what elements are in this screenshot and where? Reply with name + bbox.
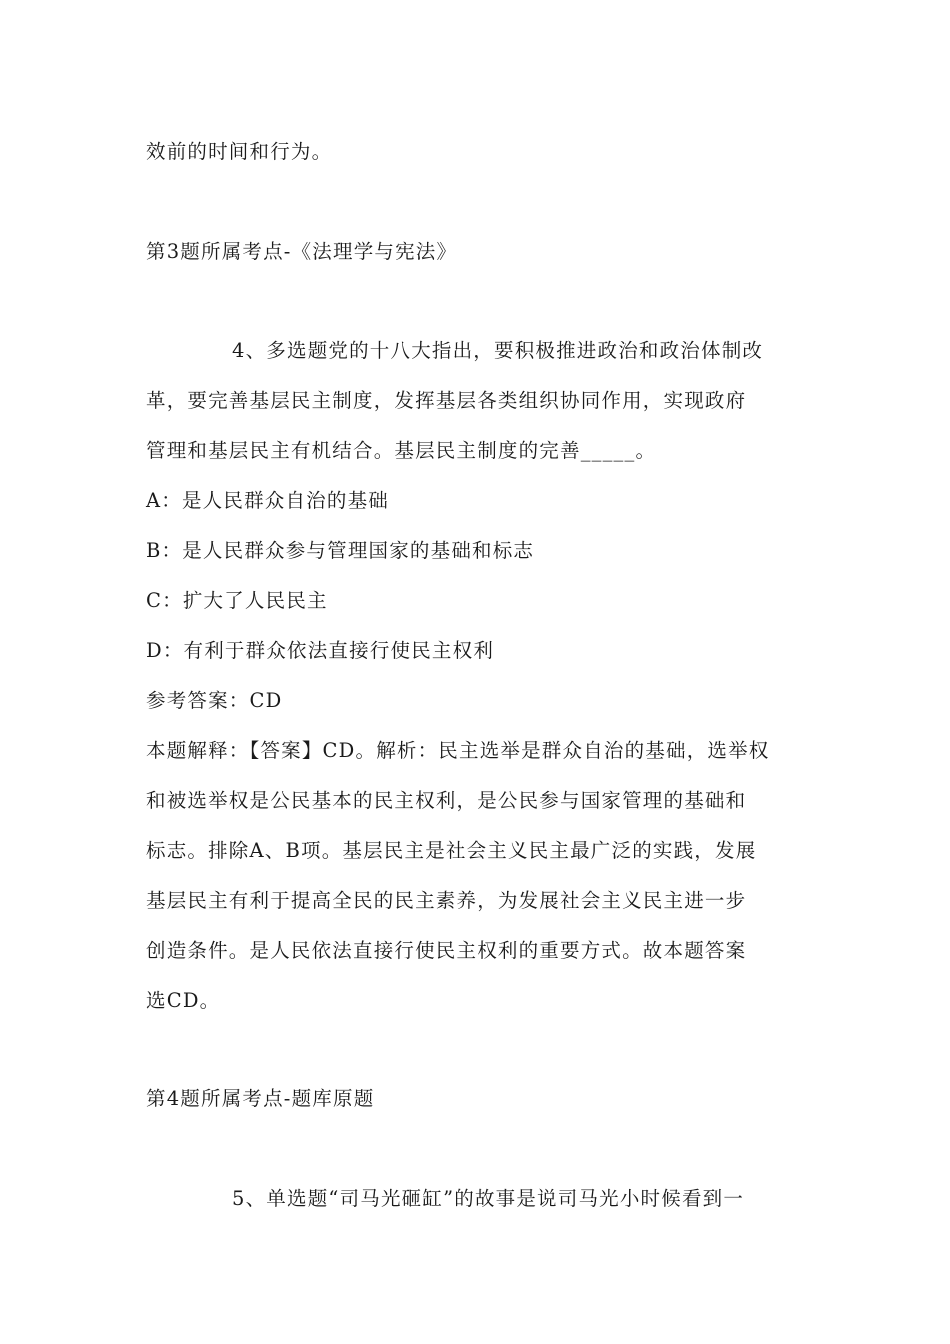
question-4-stem-line: 革，要完善基层民主制度，发挥基层各类组织协同作用，实现政府 <box>146 389 747 412</box>
question-5-stem-line: 5、单选题“司马光砸缸”的故事是说司马光小时候看到一 <box>232 1187 745 1210</box>
question-4-explanation-line: 创造条件。是人民依法直接行使民主权利的重要方式。故本题答案 <box>146 939 747 962</box>
question-3-topic: 第3题所属考点-《法理学与宪法》 <box>146 240 458 263</box>
question-4-explanation-line: 基层民主有利于提高全民的民主素养，为发展社会主义民主进一步 <box>146 889 747 912</box>
question-4-explanation-line: 和被选举权是公民基本的民主权利，是公民参与国家管理的基础和 <box>146 789 747 812</box>
question-4-option-b: B：是人民群众参与管理国家的基础和标志 <box>146 539 535 562</box>
question-4-explanation-line: 标志。排除A、B项。基层民主是社会主义民主最广泛的实践，发展 <box>146 839 757 862</box>
question-4-explanation-line: 选CD。 <box>146 989 221 1012</box>
question-3-explanation-tail: 效前的时间和行为。 <box>146 140 333 163</box>
question-4-answer: 参考答案：CD <box>146 689 283 712</box>
question-4-option-c: C：扩大了人民民主 <box>146 589 328 612</box>
question-4-stem-line: 4、多选题党的十八大指出，要积极推进政治和政治体制改 <box>232 339 764 362</box>
question-4-option-a: A：是人民群众自治的基础 <box>146 489 389 512</box>
question-4-explanation-line: 本题解释：【答案】CD。解析：民主选举是群众自治的基础，选举权 <box>146 739 770 762</box>
question-4-stem-line: 管理和基层民主有机结合。基层民主制度的完善_____。 <box>146 439 657 462</box>
question-4-topic: 第4题所属考点-题库原题 <box>146 1087 375 1110</box>
question-4-option-d: D：有利于群众依法直接行使民主权利 <box>146 639 495 662</box>
